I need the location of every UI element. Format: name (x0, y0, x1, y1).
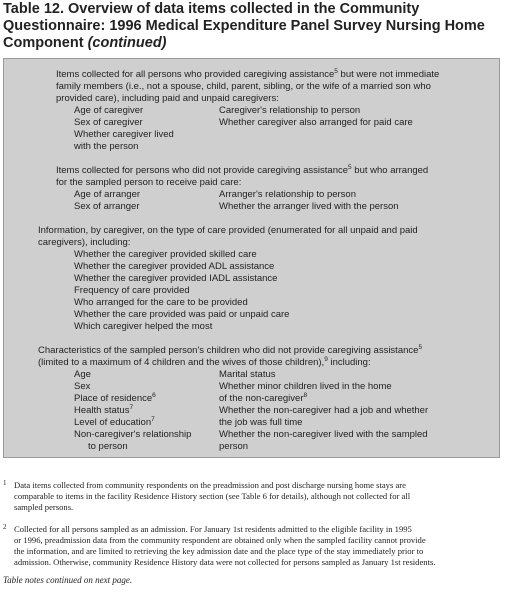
title-line-1: Table 12. Overview of data items collected in the Community (3, 1, 420, 17)
section2-intro-line-2: for the sampled person to receive paid care: (56, 177, 242, 188)
section1-intro-line-2: family members (i.e., not a spouse, child, parent, sibling, or the wife of a married son who (56, 81, 431, 92)
section3-intro-line-1: Information, by caregiver, on the type of care provided (enumerated for all unpaid and paid (38, 225, 418, 236)
footnote-2-number: 2 (3, 523, 7, 531)
section3-item: Who arranged for the care to be provided (74, 297, 248, 308)
title-continued: (continued) (87, 35, 167, 51)
title-line-3 (3, 35, 503, 52)
footnote-1-line: comparable to items in the facility Residence History section (see Table 6 for details), although not collected for all (14, 491, 411, 501)
section4-left-item: Non-caregiver's relationship (74, 429, 192, 440)
section3-intro-line-2: caregivers), including: (38, 237, 131, 248)
footnote-1-line: Data items collected from community respondents on the preadmission and post discharge nursing home stays are (14, 480, 406, 490)
continued-note: Table notes continued on next page. (3, 575, 133, 585)
section3-item: Whether the caregiver provided skilled care (74, 249, 257, 260)
section4-left-item: Level of education$^7$ (74, 415, 155, 428)
section4-right-item: Whether the non-caregiver lived with the sampled (219, 429, 428, 440)
section4-right-item: person (219, 441, 249, 452)
footnote-2-line: the information, and are limited to retrieving the key admission date and the place type of the stay immediately prior to (14, 546, 424, 556)
section4-intro-line-1: Characteristics of the sampled person's children who did not provide caregiving assistance$^5$ (38, 343, 423, 356)
section4-right-item: Marital status (219, 369, 276, 380)
section4-left-item: Age (74, 369, 91, 380)
section2-right-item: Arranger's relationship to person (219, 189, 356, 200)
section2-right-item: Whether the arranger lived with the person (219, 201, 399, 212)
section3-item: Whether the caregiver provided IADL assistance (74, 273, 278, 284)
section3-item: Whether the caregiver provided ADL assistance (74, 261, 275, 272)
section1-right-item: Whether caregiver also arranged for paid care (219, 117, 413, 128)
table-title (3, 1, 503, 52)
section4-left-item: to person (88, 441, 128, 452)
section1-left-item: Age of caregiver (74, 105, 144, 116)
footnote-1-number: 1 (3, 479, 7, 487)
section2-left-item: Age of arranger (74, 189, 141, 200)
section1-left-item: Whether caregiver lived (74, 129, 174, 140)
section1-intro-line-3: provided care), including paid and unpaid caregivers: (56, 93, 279, 104)
section4-intro-line-2: (limited to a maximum of 4 children and the wives of those children),$^9$ including: (38, 355, 371, 368)
footnote-2-line: or 1996, preadmission data from the community respondent are obtained only when the sampled facility cannot provide (14, 535, 426, 545)
footnote-2-line: Collected for all persons sampled as an admission. For January 1st residents admitted to the eligible facility in 1995 (14, 524, 412, 534)
section1-left-item: with the person (74, 141, 139, 152)
title-line-2: Questionnaire: 1996 Medical Expenditure Panel Survey Nursing Home (3, 18, 485, 34)
section4-left-item: Place of residence$^6$ (74, 391, 156, 404)
section3-item: Which caregiver helped the most (74, 321, 213, 332)
section4-left-item: Health status$^7$ (74, 403, 134, 416)
title-component: Component (3, 35, 84, 51)
section3-item: Whether the care provided was paid or unpaid care (74, 309, 290, 320)
section4-right-item: Whether the non-caregiver had a job and whether (219, 405, 429, 416)
section1-left-item: Sex of caregiver (74, 117, 143, 128)
section3-item: Frequency of care provided (74, 285, 190, 296)
section4-right-item: of the non-caregiver$^8$ (219, 391, 308, 404)
section2-left-item: Sex of arranger (74, 201, 140, 212)
section2-intro-line-1: Items collected for persons who did not provide caregiving assistance$^5$ but who arranged (56, 163, 429, 176)
section4-right-item: Whether minor children lived in the home (219, 381, 392, 392)
section4-right-item: the job was full time (219, 417, 303, 428)
section4-left-item: Sex (74, 381, 91, 392)
footnote-1-line: sampled persons. (14, 502, 74, 512)
section1-intro-line-1: Items collected for all persons who provided caregiving assistance$^5$ but were not immediate (56, 67, 440, 80)
footnote-2-line: admission. Otherwise, community Residence History data were not collected for persons sampled as January 1st residents. (14, 557, 436, 567)
section1-right-item: Caregiver's relationship to person (219, 105, 361, 116)
